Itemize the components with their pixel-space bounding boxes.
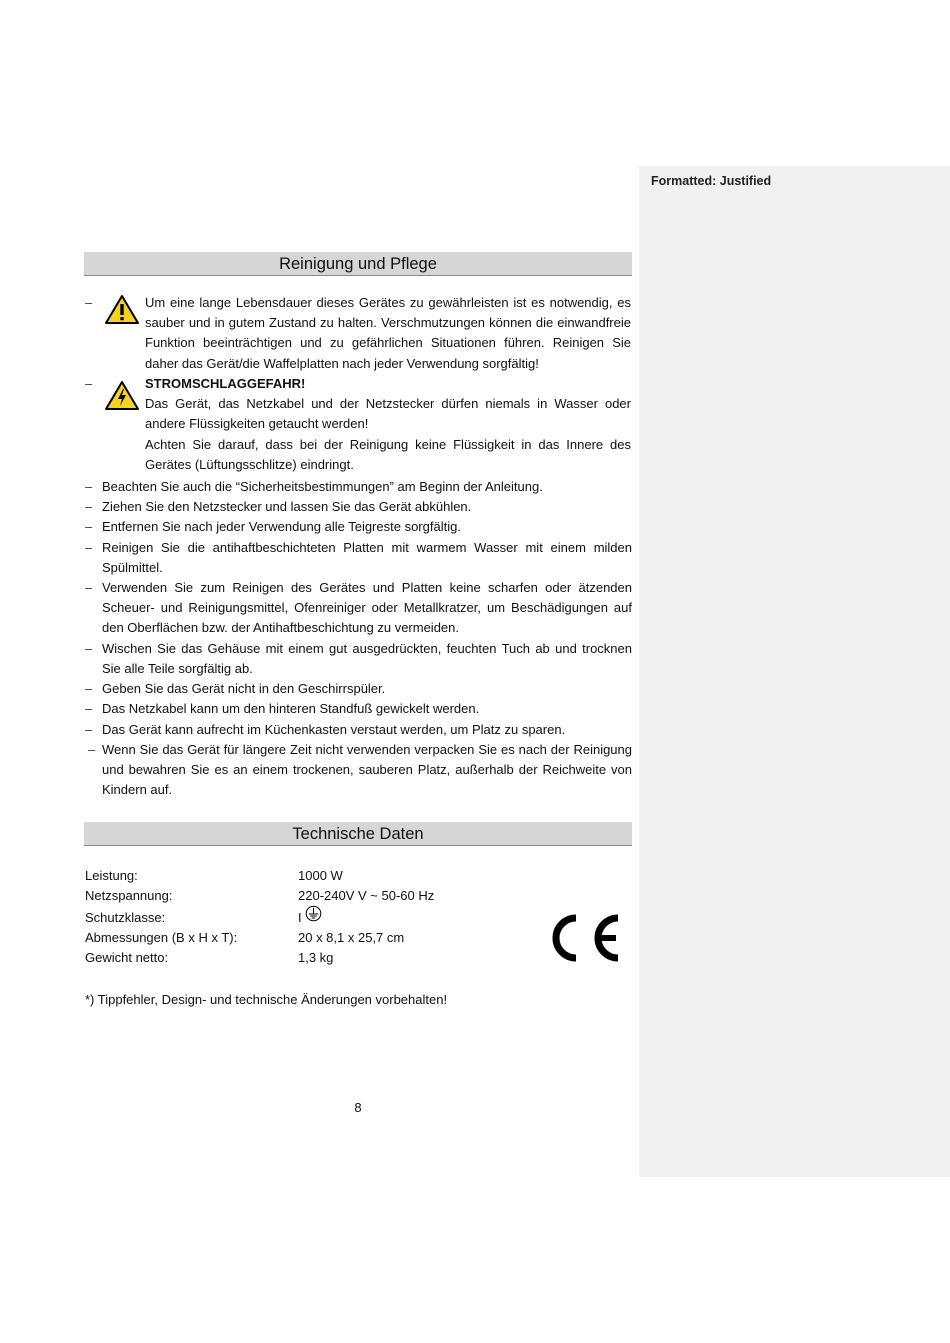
ce-mark-icon <box>546 910 622 971</box>
list-item: Reinigen Sie die antihaftbeschichteten Platten mit warmem Wasser mit einem milden Spülmittel. <box>102 540 632 576</box>
list-item: Entfernen Sie nach jeder Verwendung alle Teigreste sorgfältig. <box>102 519 461 534</box>
bullet-dash: – <box>85 519 93 534</box>
comment-label: Formatted: Justified <box>651 174 772 188</box>
spec-label: Schutzklasse: <box>85 910 166 925</box>
bullet-dash: – <box>88 742 96 757</box>
section-header-specs: Technische Daten <box>84 822 632 846</box>
bullet-dash: – <box>85 295 93 310</box>
spec-label: Abmessungen (B x H x T): <box>85 930 238 945</box>
warning-electric-title: STROMSCHLAGGEFAHR! <box>145 376 306 391</box>
bullet-dash: – <box>85 681 93 696</box>
spec-value: 220-240V V ~ 50-60 Hz <box>298 888 435 903</box>
list-item: Beachten Sie auch die “Sicherheitsbestimmungen” am Beginn der Anleitung. <box>102 479 543 494</box>
section-header-cleaning: Reinigung und Pflege <box>84 252 632 276</box>
list-item: Ziehen Sie den Netzstecker und lassen Sie das Gerät abkühlen. <box>102 499 472 514</box>
spec-value: 1000 W <box>298 868 343 883</box>
list-item: Verwenden Sie zum Reinigen des Gerätes und Platten keine scharfen oder ätzenden Scheuer- und Reinigungsmittel, Ofenreiniger oder Metallkratzer, um Beschädigungen auf den Oberflächen bzw. der Antihaftbeschichtung zu vermeiden. <box>102 580 632 636</box>
bullet-dash: – <box>85 641 93 656</box>
spec-value: I <box>298 910 302 925</box>
bullet-dash: – <box>85 479 93 494</box>
spec-label: Leistung: <box>85 868 138 883</box>
spec-value: 20 x 8,1 x 25,7 cm <box>298 930 405 945</box>
bullet-dash: – <box>85 499 93 514</box>
list-item: Wenn Sie das Gerät für längere Zeit nicht verwenden verpacken Sie es nach der Reinigung und bewahren Sie es an einem trockenen, sauberen Platz, außerhalb der Reichweite von Kindern auf. <box>102 742 632 798</box>
bullet-dash: – <box>85 701 93 716</box>
list-item: Das Netzkabel kann um den hinteren Standfuß gewickelt werden. <box>102 701 480 716</box>
protective-earth-icon <box>305 905 322 927</box>
spec-label: Gewicht netto: <box>85 950 169 965</box>
bullet-dash: – <box>85 580 93 595</box>
spec-value: 1,3 kg <box>298 950 334 965</box>
list-item: Geben Sie das Gerät nicht in den Geschirrspüler. <box>102 681 386 696</box>
list-item: Wischen Sie das Gehäuse mit einem gut ausgedrückten, feuchten Tuch ab und trocknen Sie alle Teile sorgfältig ab. <box>102 641 632 677</box>
warning-triangle-icon <box>104 294 140 330</box>
bullet-dash: – <box>85 540 93 555</box>
footnote: *) Tippfehler, Design- und technische Änderungen vorbehalten! <box>85 992 448 1007</box>
spec-label: Netzspannung: <box>85 888 173 903</box>
bullet-dash: – <box>85 722 93 737</box>
bullet-dash: – <box>85 376 93 391</box>
comment-pane <box>639 166 950 1177</box>
warning-electric-text-1: Das Gerät, das Netzkabel und der Netzstecker dürfen niemals in Wasser oder andere Flüssigkeiten getaucht werden! <box>145 396 631 432</box>
high-voltage-icon <box>104 380 140 416</box>
list-item: Das Gerät kann aufrecht im Küchenkasten verstaut werden, um Platz zu sparen. <box>102 722 566 737</box>
warning-electric-text-2: Achten Sie darauf, dass bei der Reinigung keine Flüssigkeit in das Innere des Gerätes (Lüftungsschlitze) eindringt. <box>145 437 631 473</box>
warning-general-text: Um eine lange Lebensdauer dieses Gerätes zu gewährleisten ist es notwendig, es sauber und in gutem Zustand zu halten. Verschmutzungen können die einwandfreie Funktion beeinträchtigen und zu gefährlichen Situationen führen. Reinigen Sie daher das Gerät/die Waffelplatten nach jeder Verwendung sorgfältig! <box>145 295 631 371</box>
page-number: 8 <box>354 1100 362 1115</box>
